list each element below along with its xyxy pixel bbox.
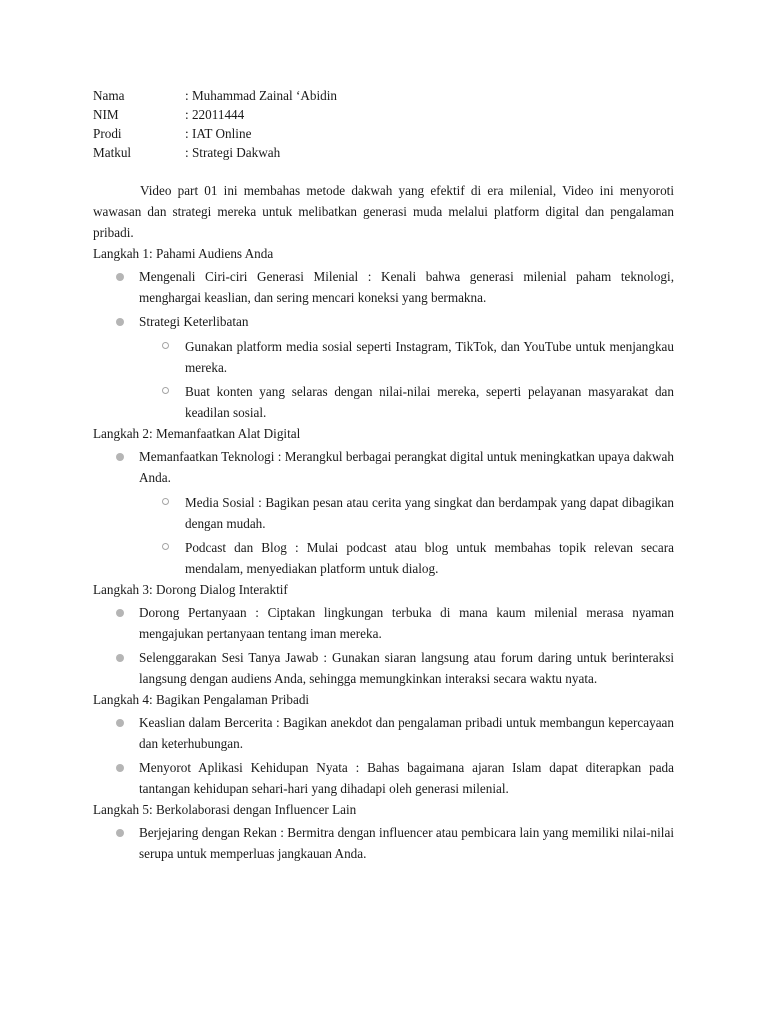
list-item bbox=[93, 311, 674, 423]
bullet-icon bbox=[116, 273, 124, 281]
meta-value: : 22011444 bbox=[185, 107, 245, 122]
meta-value: : IAT Online bbox=[185, 126, 252, 141]
step-heading: Langkah 2: Memanfaatkan Alat Digital bbox=[93, 426, 301, 441]
list-item-text: Selenggarakan Sesi Tanya Jawab : Gunakan siaran langsung atau forum daring untuk berinteraksi langsung dengan audiens Anda, sehingga memungkinkan interaksi secara waktu nyata. bbox=[139, 650, 674, 686]
meta-label: Nama bbox=[93, 88, 125, 103]
meta-row-prodi bbox=[93, 124, 674, 143]
circle-bullet-icon bbox=[162, 498, 169, 505]
step-heading: Langkah 5: Berkolaborasi dengan Influencer Lain bbox=[93, 802, 357, 817]
list-item-text: Memanfaatkan Teknologi : Merangkul berbagai perangkat digital untuk meningkatkan upaya dakwah Anda. bbox=[139, 449, 674, 485]
bullet-list bbox=[93, 822, 674, 864]
sub-list-item-text: Gunakan platform media sosial seperti Instagram, TikTok, dan YouTube untuk menjangkau mereka. bbox=[185, 339, 674, 375]
bullet-icon bbox=[116, 453, 124, 461]
bullet-list bbox=[93, 446, 674, 579]
sub-list-item-text: Podcast dan Blog : Mulai podcast atau blog untuk membahas topik relevan secara mendalam, menyediakan platform untuk dialog. bbox=[185, 540, 674, 576]
bullet-list bbox=[93, 266, 674, 423]
meta-row-nama bbox=[93, 86, 674, 105]
list-item-text: Berjejaring dengan Rekan : Bermitra dengan influencer atau pembicara lain yang memiliki nilai-nilai serupa untuk memperluas jangkauan Anda. bbox=[139, 825, 674, 861]
list-item-text: Strategi Keterlibatan bbox=[139, 314, 249, 329]
sub-bullet-list bbox=[139, 492, 674, 579]
list-item-text: Dorong Pertanyaan : Ciptakan lingkungan terbuka di mana kaum milenial merasa nyaman mengajukan pertanyaan tentang iman mereka. bbox=[139, 605, 674, 641]
sub-list-item bbox=[139, 537, 674, 579]
list-item bbox=[93, 446, 674, 579]
circle-bullet-icon bbox=[162, 387, 169, 394]
meta-label: NIM bbox=[93, 107, 119, 122]
meta-value: : Muhammad Zainal ‘Abidin bbox=[185, 88, 337, 103]
sub-list-item bbox=[139, 492, 674, 534]
list-item bbox=[93, 266, 674, 308]
bullet-icon bbox=[116, 609, 124, 617]
document-page bbox=[93, 86, 674, 864]
bullet-icon bbox=[116, 318, 124, 326]
bullet-list bbox=[93, 602, 674, 689]
bullet-icon bbox=[116, 764, 124, 772]
list-item-text: Keaslian dalam Bercerita : Bagikan anekdot dan pengalaman pribadi untuk membangun kepercayaan dan keterhubungan. bbox=[139, 715, 674, 751]
meta-label: Prodi bbox=[93, 126, 122, 141]
intro-paragraph: Video part 01 ini membahas metode dakwah yang efektif di era milenial, Video ini menyoroti wawasan dan strategi mereka untuk melibatkan generasi muda melalui platform digital dan pengalaman pribadi. bbox=[93, 183, 674, 240]
list-item bbox=[93, 757, 674, 799]
bullet-list bbox=[93, 712, 674, 799]
meta-row-matkul bbox=[93, 143, 674, 162]
bullet-icon bbox=[116, 654, 124, 662]
sub-bullet-list bbox=[139, 336, 674, 423]
list-item-text: Menyorot Aplikasi Kehidupan Nyata : Bahas bagaimana ajaran Islam dapat diterapkan pada tantangan kehidupan sehari-hari yang dihadapi oleh generasi milenial. bbox=[139, 760, 674, 796]
sub-list-item-text: Buat konten yang selaras dengan nilai-nilai mereka, seperti pelayanan masyarakat dan keadilan sosial. bbox=[185, 384, 674, 420]
bullet-icon bbox=[116, 719, 124, 727]
meta-block bbox=[93, 86, 674, 162]
meta-value: : Strategi Dakwah bbox=[185, 145, 281, 160]
step-heading: Langkah 3: Dorong Dialog Interaktif bbox=[93, 582, 288, 597]
sub-list-item bbox=[139, 381, 674, 423]
step-heading: Langkah 1: Pahami Audiens Anda bbox=[93, 246, 274, 261]
list-item bbox=[93, 602, 674, 644]
sub-list-item bbox=[139, 336, 674, 378]
list-item bbox=[93, 822, 674, 864]
meta-label: Matkul bbox=[93, 145, 132, 160]
bullet-icon bbox=[116, 829, 124, 837]
circle-bullet-icon bbox=[162, 342, 169, 349]
list-item bbox=[93, 647, 674, 689]
circle-bullet-icon bbox=[162, 543, 169, 550]
list-item-text: Mengenali Ciri-ciri Generasi Milenial : Kenali bahwa generasi milenial paham teknologi, menghargai keaslian, dan sering mencari koneksi yang bermakna. bbox=[139, 269, 674, 305]
list-item bbox=[93, 712, 674, 754]
step-heading: Langkah 4: Bagikan Pengalaman Pribadi bbox=[93, 692, 310, 707]
sub-list-item-text: Media Sosial : Bagikan pesan atau cerita yang singkat dan berdampak yang dapat dibagikan dengan mudah. bbox=[185, 495, 674, 531]
meta-row-nim bbox=[93, 105, 674, 124]
